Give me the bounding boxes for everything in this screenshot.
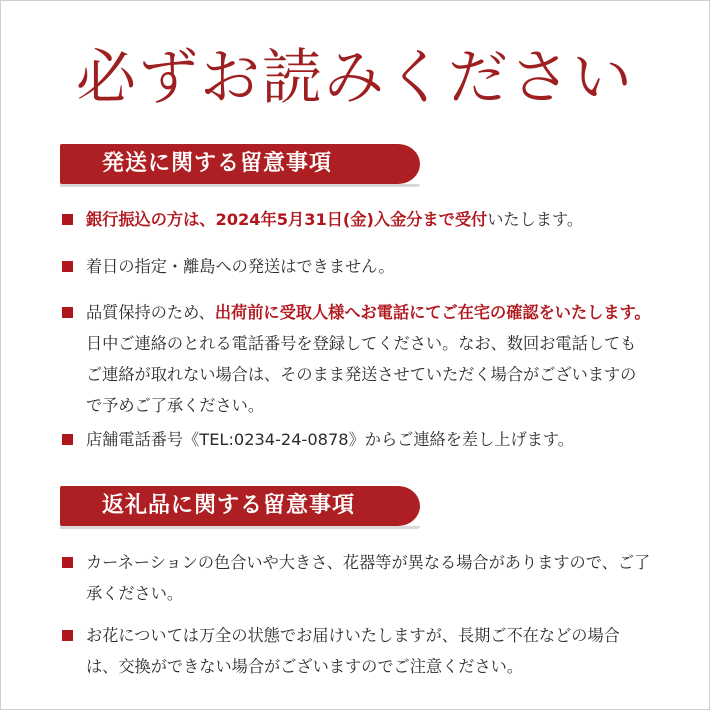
body-text: カーネーションの色合いや大きさ、花器等が異なる場合がありますので、ご了承ください。	[86, 553, 651, 603]
list-item	[62, 204, 652, 235]
body-text: 店舗電話番号《TEL:0234-24-0878》からご連絡を差し上げます。	[86, 430, 574, 449]
list-item-text	[62, 620, 652, 682]
emphasis-text: 銀行振込の方は、2024年5月31日(金)入金分まで受付	[86, 210, 488, 229]
list-item-text	[62, 297, 652, 421]
emphasis-text: 出荷前に受取人様へお電話にてご在宅の確認をいたします。	[214, 303, 651, 322]
list-item	[62, 297, 652, 421]
body-text: 日中ご連絡のとれる電話番号を登録してください。なお、数回お電話してもご連絡が取れない場合は、そのまま発送させていただく場合がございますので予めご了承ください。	[86, 334, 637, 415]
page-title: 必ずお読みください	[76, 43, 634, 113]
body-text: 着日の指定・離島への発送はできません。	[86, 257, 395, 276]
body-text: お花については万全の状態でお届けいたしますが、長期ご不在などの場合は、交換ができない場合がございますのでご注意ください。	[86, 626, 620, 676]
list-item-text	[62, 547, 652, 609]
square-bullet-icon	[62, 557, 73, 568]
square-bullet-icon	[62, 214, 73, 225]
section-header-gift: 返礼品に関する留意事項	[60, 486, 420, 526]
list-item	[62, 424, 652, 455]
list-item-text	[62, 204, 652, 235]
list-item	[62, 620, 652, 682]
body-text: 品質保持のため、	[86, 303, 215, 322]
square-bullet-icon	[62, 434, 73, 445]
list-item	[62, 547, 652, 609]
body-text: いたします。	[487, 210, 584, 229]
list-item-text	[62, 424, 652, 455]
square-bullet-icon	[62, 261, 73, 272]
list-item-text	[62, 251, 652, 282]
list-item	[62, 251, 652, 282]
square-bullet-icon	[62, 307, 73, 318]
square-bullet-icon	[62, 630, 73, 641]
section-header-shipping: 発送に関する留意事項	[60, 144, 420, 184]
